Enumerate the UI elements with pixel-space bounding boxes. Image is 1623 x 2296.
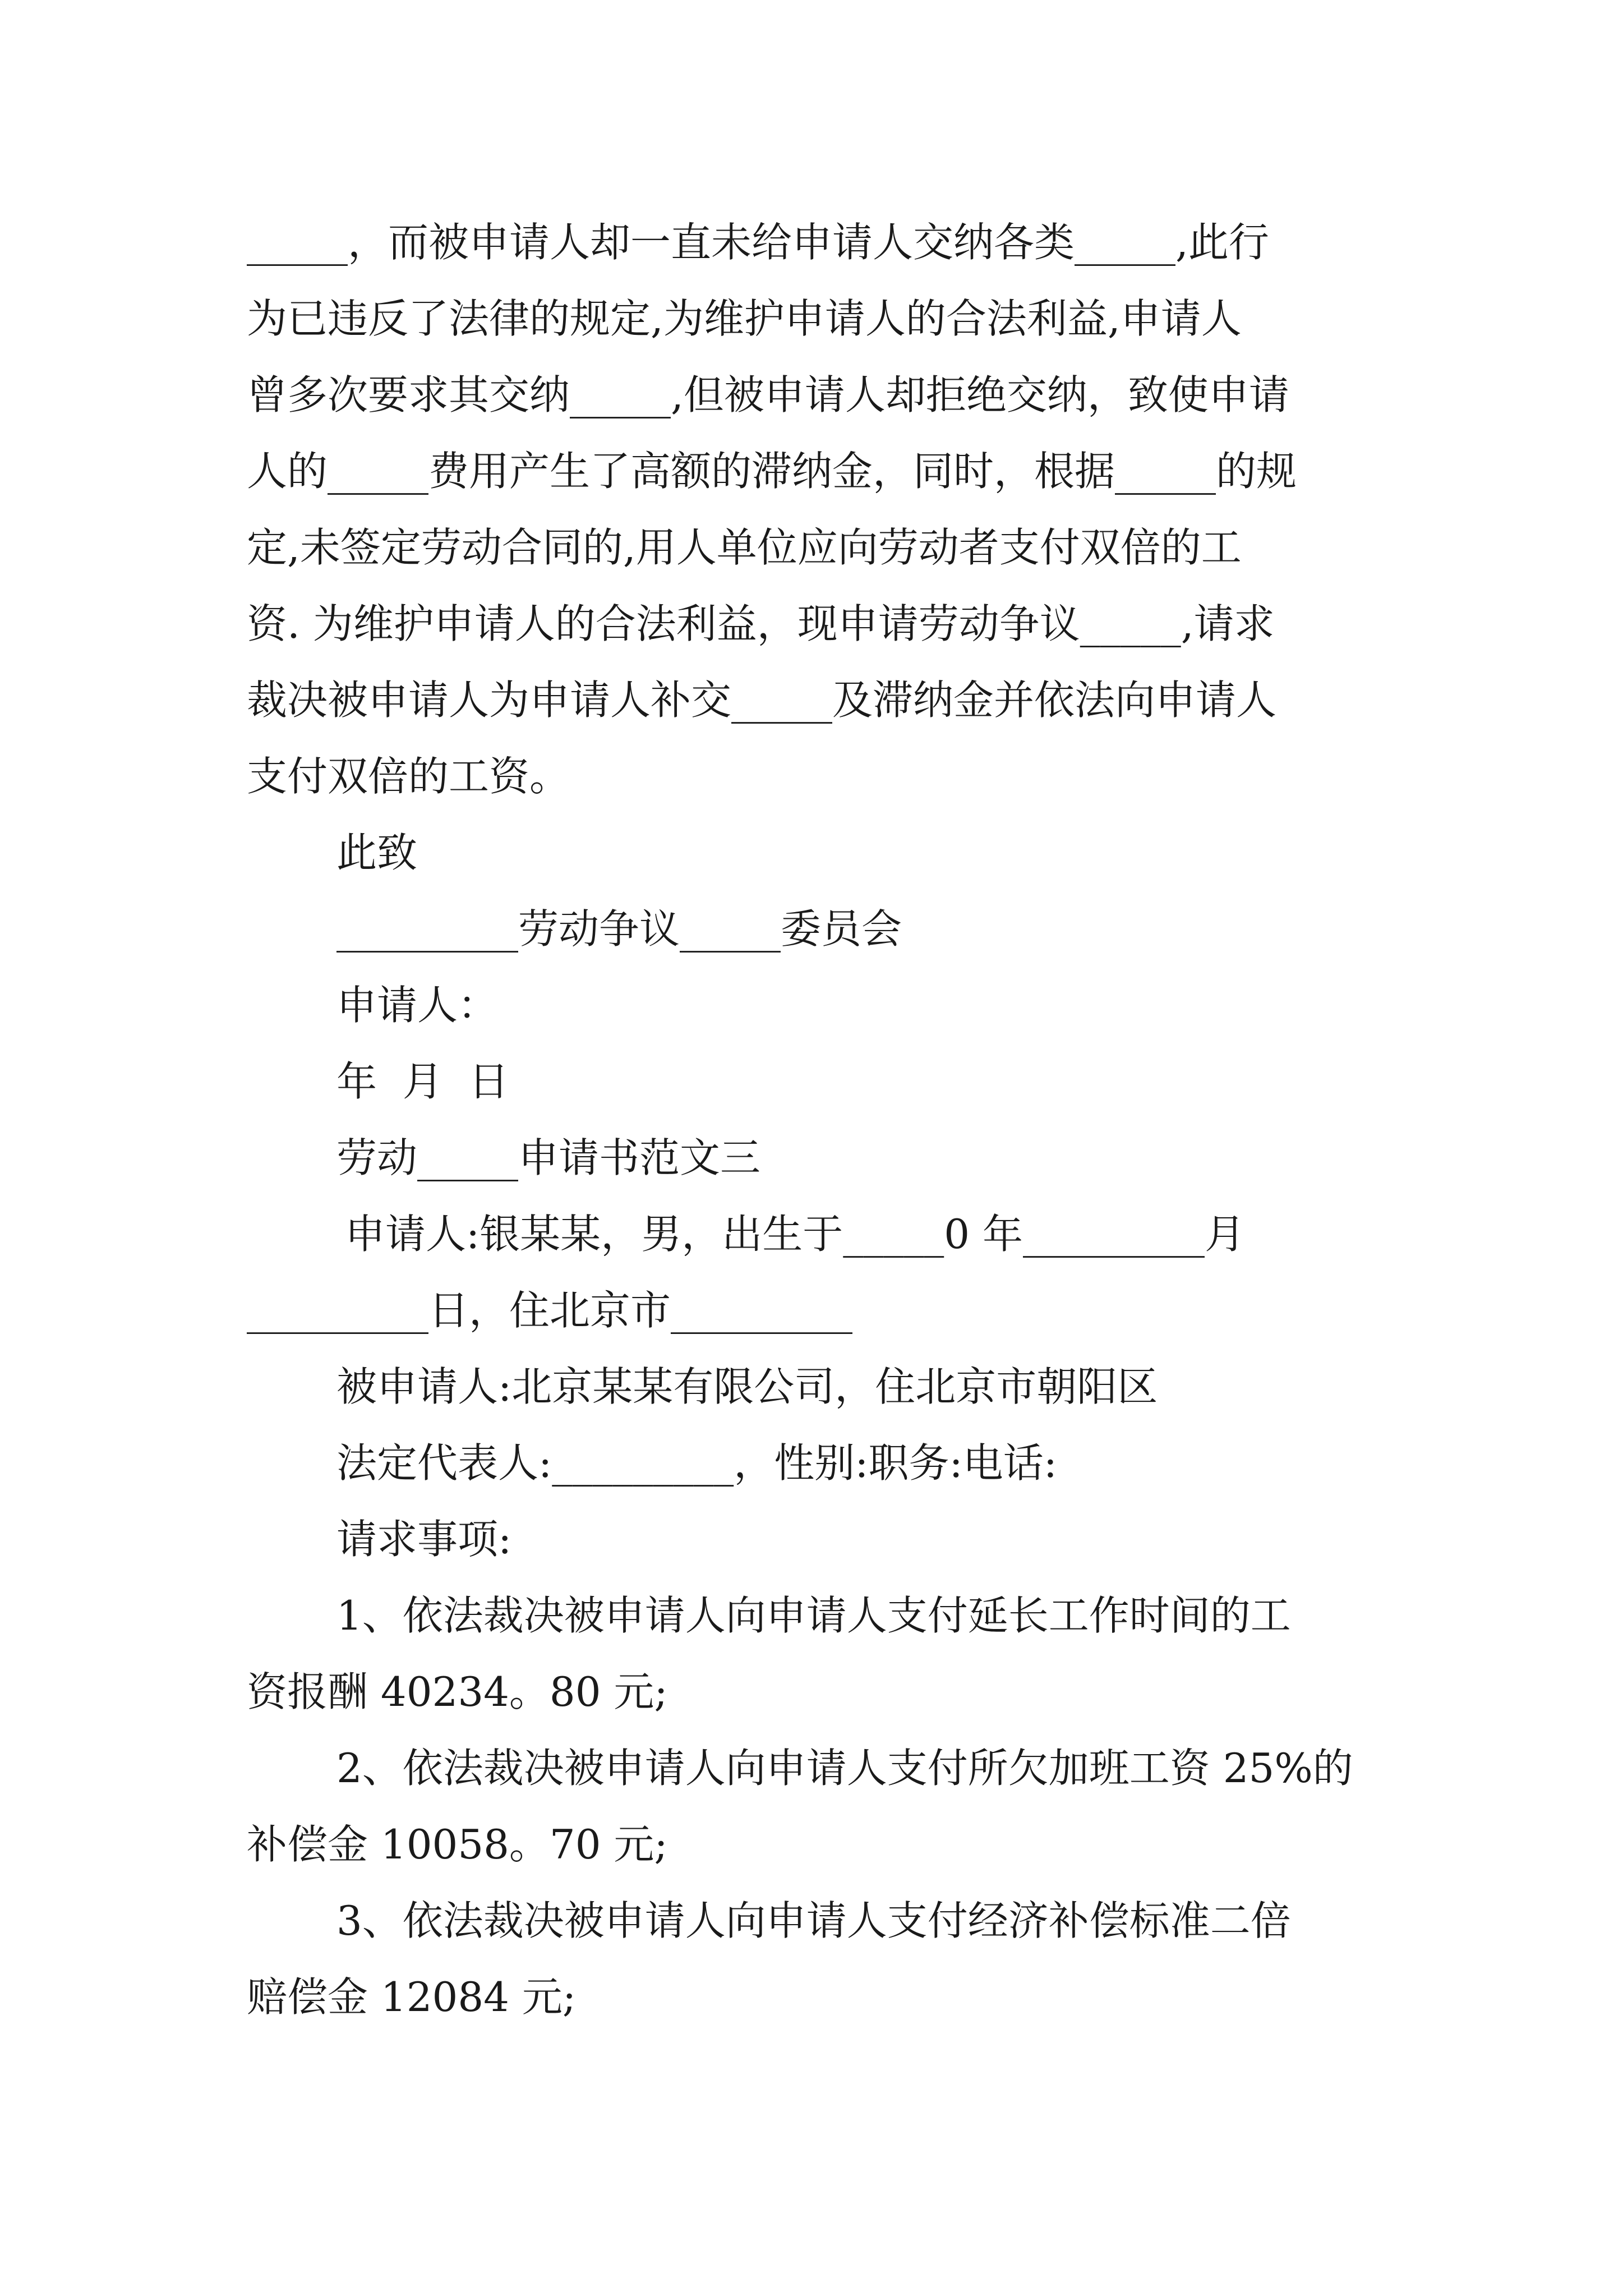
body-line-7: 裁决被申请人为申请人补交_____及滞纳金并依法向申请人: [247, 677, 1277, 724]
applicant-info-cont: _________日，住北京市_________: [247, 1287, 853, 1334]
claims-heading: 请求事项:: [336, 1516, 512, 1563]
body-line-4: 人的_____费用产生了高额的滞纳金，同时，根据_____的规: [247, 448, 1297, 495]
respondent-info: 被申请人:北京某某有限公司，住北京市朝阳区: [336, 1363, 1158, 1410]
claim-1: 1、依法裁决被申请人向申请人支付延长工作时间的工: [336, 1592, 1291, 1639]
body-line-6: 资. 为维护申请人的合法利益，现申请劳动争议_____,请求: [247, 600, 1275, 647]
claim-1-cont: 资报酬 40234。80 元;: [247, 1668, 668, 1715]
applicant-signature: 申请人：: [336, 982, 499, 1029]
body-line-8: 支付双倍的工资。: [247, 753, 570, 800]
addressee: _________劳动争议_____委员会: [336, 905, 902, 953]
date-line: 年 月 日: [336, 1058, 509, 1105]
claim-3: 3、依法裁决被申请人向申请人支付经济补偿标准二倍: [336, 1897, 1291, 1944]
salutation: 此致: [336, 829, 418, 876]
body-line-5: 定,未签定劳动合同的,用人单位应向劳动者支付双倍的工: [247, 524, 1242, 571]
body-line-1: _____，而被申请人却一直未给申请人交纳各类_____,此行: [247, 219, 1269, 266]
body-line-2: 为已违反了法律的规定,为维护申请人的合法利益,申请人: [247, 295, 1242, 342]
claim-3-cont: 赔偿金 12084 元;: [247, 1973, 577, 2021]
section-title: 劳动_____申请书范文三: [336, 1134, 761, 1181]
claim-2: 2、依法裁决被申请人向申请人支付所欠加班工资 25%的: [336, 1745, 1353, 1792]
body-line-3: 曾多次要求其交纳_____,但被申请人却拒绝交纳，致使申请: [247, 371, 1289, 418]
claim-2-cont: 补偿金 10058。70 元;: [247, 1821, 668, 1868]
legal-representative: 法定代表人:_________，性别:职务:电话:: [336, 1439, 1058, 1487]
applicant-info: 申请人:银某某，男，出生于_____0 年_________月: [345, 1211, 1245, 1258]
